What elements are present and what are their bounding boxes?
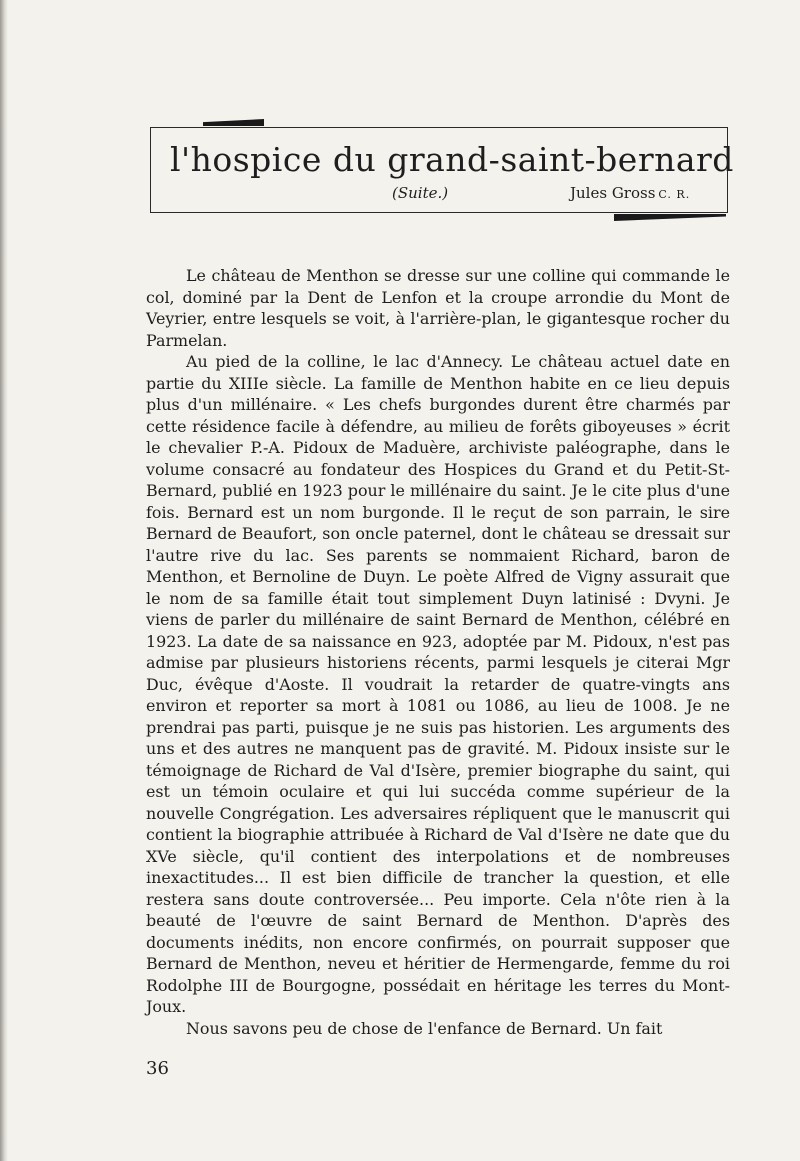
title-decoration-top [203, 119, 264, 126]
article-subtitle: (Suite.) [392, 184, 449, 202]
author-name: Jules Gross [570, 184, 656, 202]
paragraph-3: Nous savons peu de chose de l'enfance de Bernard. Un fait [186, 1018, 663, 1038]
page-binding-edge [0, 0, 8, 1161]
author-order: C. R. [658, 188, 691, 201]
article-title: l'hospice du grand-saint-bernard [170, 140, 734, 179]
paragraph-2: Au pied de la colline, le lac d'Annecy. Le château actuel date en partie du XIIIe siècle. La famille de Menthon habite en ce lieu depuis plus d'un millénaire. « Les chefs burgondes durent être charmés par cette résidence facile à défendre, au milieu de forêts giboyeuses » écrit le chevalier P.-A. Pidoux de Maduère, archiviste paléographe, dans le volume consacré au fondateur des Hospices du Grand et du Petit-St-Bernard, publié en 1923 pour le millénaire du saint. Je le cite plus d'une fois. Bernard est un nom burgonde. Il le reçut de son parrain, le sire Bernard de Beaufort, son oncle paternel, dont le château se dressait sur l'autre rive du lac. Ses parents se nommaient Richard, baron de Menthon, et Bernoline de Duyn. Le poète Alfred de Vigny assurait que le nom de sa famille était tout simplement Duyn latinisé : Dvyni. Je viens de parler du millénaire de saint Bernard de Menthon, célébré en 1923. La date de sa naissance en 923, adoptée par M. Pidoux, n'est pas admise par plusieurs historiens récents, parmi lesquels je citerai Mgr Duc, évêque d'Aoste. Il voudrait la retarder de quatre-vingts ans environ et reporter sa mort à 1081 ou 1086, au lieu de 1008. Je ne prendrai pas parti, puisque je ne suis pas historien. Les arguments des uns et des autres ne manquent pas de gravité. M. Pidoux insiste sur le témoignage de Richard de Val d'Isère, premier biographe du saint, qui est un témoin oculaire et qui lui succéda comme supérieur de la nouvelle Congrégation. Les adversaires répliquent que le manuscrit qui contient la biographie attribuée à Richard de Val d'Isère ne date que du XVe siècle, qu'il contient des interpolations et de nombreuses inexactitudes... Il est bien difficile de trancher la question, et elle restera sans doute controversée... Peu importe. Cela n'ôte rien à la beauté de l'œuvre de saint Bernard de Menthon. D'après des documents inédits, non encore confirmés, on pourrait supposer que Bernard de Menthon, neveu et héritier de Hermengarde, femme du roi Rodolphe III de Bourgogne, possédait en héritage les terres du Mont-Joux. [146, 352, 730, 1016]
page-number: 36 [146, 1058, 169, 1079]
article-body [146, 265, 730, 1039]
paragraph-1: Le château de Menthon se dresse sur une colline qui commande le col, dominé par la Dent de Lenfon et la croupe arrondie du Mont de Veyrier, entre lesquels se voit, à l'arrière-plan, le gigantesque rocher du Parmelan. [146, 266, 730, 350]
title-decoration-bottom [614, 214, 726, 221]
article-author [570, 184, 690, 202]
